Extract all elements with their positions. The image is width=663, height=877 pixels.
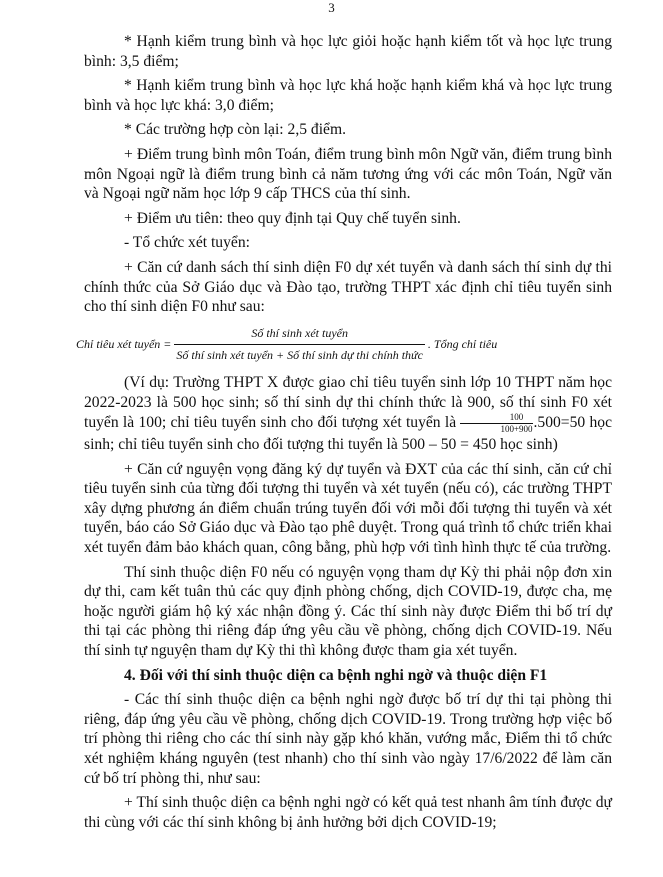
formula-rhs: . Tổng chỉ tiêu <box>427 337 498 352</box>
paragraph: * Các trường hợp còn lại: 2,5 điểm. <box>124 121 346 139</box>
paragraph: * Hạnh kiểm trung bình và học lực khá hoặc hạnh kiểm khá và học lực trung bình và học lực khá: 3,0 điểm; <box>84 77 612 114</box>
example-fraction <box>460 412 532 435</box>
formula-lhs: Chỉ tiêu xét tuyển = <box>76 337 172 352</box>
example-fraction-numerator: 100 <box>509 412 524 423</box>
document-body <box>76 32 612 837</box>
paragraph: + Thí sinh thuộc diện ca bệnh nghi ngờ có kết quả test nhanh âm tính được dự thi cùng với các thí sinh không bị ảnh hưởng bởi dịch COVID-19; <box>84 794 612 831</box>
paragraph: + Căn cứ danh sách thí sinh diện F0 dự xét tuyển và danh sách thí sinh dự thi chính thức của Sở Giáo dục và Đào tạo, trường THPT xác định chỉ tiêu tuyển sinh cho thí sinh diện F0 như sau: <box>84 258 612 316</box>
paragraph: - Tổ chức xét tuyển: <box>124 234 250 252</box>
paragraph: + Điểm trung bình môn Toán, điểm trung bình môn Ngữ văn, điểm trung bình môn Ngoại ngữ là điểm trung bình cả năm tương ứng với các môn Toán, Ngữ văn và Ngoại ngữ năm học lớp 9 cấp THCS của thí sinh. <box>84 145 612 203</box>
page-number: 3 <box>328 0 335 15</box>
example-text-1: (Ví dụ: Trường THPT X được giao chỉ tiêu tuyển sinh lớp 10 THPT năm học 2022-2023 là 500 học sinh; số thí sinh dự thi chính thức là 900, số thí sinh F0 xét tuyển là 100; chỉ tiêu tuyển sinh cho đối tượng xét tuyển là <box>84 373 612 432</box>
paragraph: - Các thí sinh thuộc diện ca bệnh nghi ngờ được bố trí dự thi tại phòng thi riêng, đáp ứng yêu cầu về phòng, chống dịch COVID-19. Trong trường hợp việc bố trí phòng thi riêng cho các thí sinh này gặp khó khăn, vướng mắc, Điểm thi tổ chức xét nghiệm kháng nguyên (test nhanh) cho thí sinh vào ngày 17/6/2022 để làm căn cứ bố trí phòng thi, như sau: <box>84 691 612 787</box>
example-fraction-denominator: 100+900 <box>460 423 532 435</box>
formula-numerator: Số thí sinh xét tuyển <box>251 325 348 340</box>
paragraph: * Hạnh kiểm trung bình và học lực giỏi hoặc hạnh kiểm tốt và học lực trung bình: 3,5 điểm; <box>84 33 612 70</box>
paragraph: Thí sinh thuộc diện F0 nếu có nguyện vọng tham dự Kỳ thi phải nộp đơn xin dự thi, cam kết tuân thủ các quy định phòng chống, dịch COVID-19, được cha, mẹ hoặc người giám hộ ký xác nhận đồng ý. Các thí sinh này được Điểm thi bố trí dự thi tại các phòng thi riêng đáp ứng yêu cầu về phòng, chống dịch COVID-19. Nếu thí sinh tự nguyện tham dự Kỳ thi thì không được tham gia xét tuyển. <box>84 563 612 660</box>
quota-formula <box>76 324 612 366</box>
paragraph: + Căn cứ nguyện vọng đăng ký dự tuyển và ĐXT của các thí sinh, căn cứ chỉ tiêu tuyển sinh của từng đối tượng thi tuyển và xét tuyển (nếu có), các trường THPT xây dựng phương án điểm chuẩn trúng tuyển đối với mỗi đối tượng thi tuyển và xét tuyển, báo cáo Sở Giáo dục và Đào tạo phê duyệt. Trong quá trình tổ chức triển khai xét tuyển đảm bảo khách quan, công bằng, phù hợp với tình hình thực tế của trường. <box>84 460 612 557</box>
paragraph: + Điểm ưu tiên: theo quy định tại Quy chế tuyển sinh. <box>124 209 461 227</box>
formula-fraction <box>174 324 425 366</box>
formula-denominator: Số thí sinh xét tuyển + Số thí sinh dự thi chính thức <box>174 344 425 366</box>
section-heading: 4. Đối với thí sinh thuộc diện ca bệnh nghi ngờ và thuộc diện F1 <box>124 666 548 684</box>
example-text-2: .500=50 học sinh; chỉ tiêu tuyển sinh cho đối tượng thi tuyển là 500 – 50 = 450 học sinh) <box>84 414 612 454</box>
example-paragraph <box>84 373 612 455</box>
